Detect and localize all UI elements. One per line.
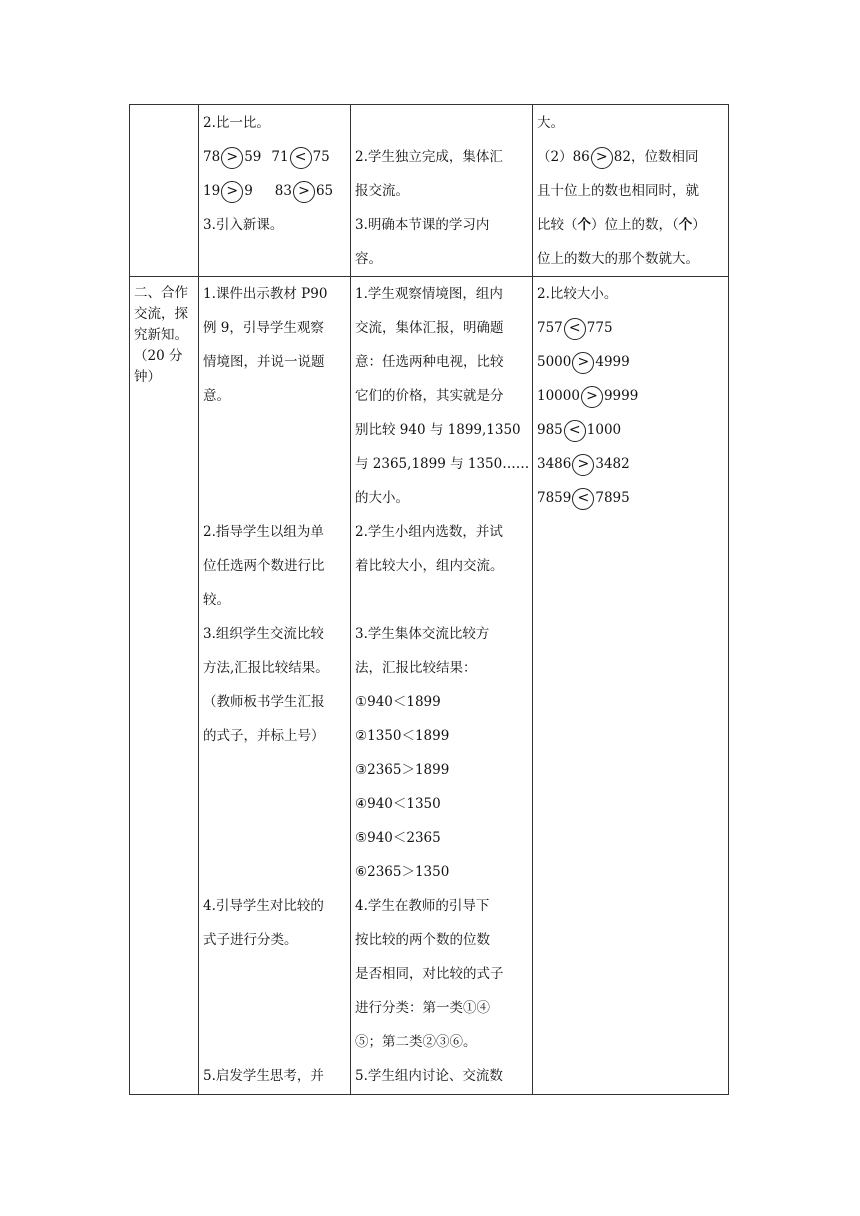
text-line: 4.引导学生对比较的 [203, 898, 324, 914]
text-line: 法，汇报比较结果： [355, 660, 477, 676]
text-line: 与 2365,1899 与 1350…… [355, 456, 530, 472]
text-line: 容。 [355, 251, 382, 267]
text: 82，位数相同 [613, 149, 699, 165]
text-line: 大。 [537, 115, 564, 131]
text-line: 2.学生独立完成，集体汇 [355, 149, 503, 165]
comparison-line [203, 174, 346, 208]
number: 7859 [537, 490, 572, 506]
text-line: 进行分类：第一类①④ [355, 1000, 490, 1016]
text-line: 2.比一比。 [203, 115, 270, 131]
number: 9 [244, 183, 253, 199]
number: 75 [312, 149, 330, 165]
comparison-circle: < [564, 420, 586, 442]
comparison-line [537, 140, 724, 174]
comparison-circle: > [591, 147, 613, 169]
text-line: 3.学生集体交流比较方 [355, 626, 490, 642]
step-1 [203, 277, 346, 413]
text-line: 意：任选两种电视，比较 [355, 354, 504, 370]
text-line: 3.引入新课。 [203, 217, 284, 233]
number: 985 [537, 422, 563, 438]
text-line: ⑤940＜2365 [355, 830, 441, 846]
number: 3482 [595, 456, 630, 472]
comparison-circle: > [572, 352, 594, 374]
comparison-circle: > [221, 147, 243, 169]
number: 9999 [603, 388, 639, 404]
text-line: 交流，集体汇报，明确题 [355, 320, 504, 336]
text-line: 2.指导学生以组为单 [203, 524, 324, 540]
text-line: 的式子，并标上号） [203, 728, 325, 744]
text-line: 意。 [203, 388, 230, 404]
text-line: 位上的数大的那个数就大。 [537, 251, 699, 267]
text-line: 例 9，引导学生观察 [203, 320, 324, 336]
text-line: 交流，探 [134, 306, 188, 322]
step-3 [355, 617, 528, 889]
text-line: ⑤；第二类②③⑥。 [355, 1034, 477, 1050]
teacher-activity-cell [199, 277, 351, 1095]
step-2 [355, 515, 528, 583]
number: 3486 [537, 456, 572, 472]
text-line: 着比较大小，组内交流。 [355, 558, 504, 574]
comparison-line [537, 481, 724, 515]
text-line: （教师板书学生汇报 [203, 694, 325, 710]
text-line: 按比较的两个数的位数 [355, 932, 490, 948]
number: 757 [537, 320, 563, 336]
comparison-circle: > [293, 181, 315, 203]
text-line: 5.启发学生思考，并 [203, 1068, 324, 1084]
number: 83 [274, 183, 292, 199]
text-line: 3.组织学生交流比较 [203, 626, 324, 642]
text-line: ①940＜1899 [355, 694, 441, 710]
text-line: 1.学生观察情境图，组内 [355, 286, 503, 302]
comparison-circle: < [572, 488, 594, 510]
text-line: 4.学生在教师的引导下 [355, 898, 490, 914]
step-3 [203, 617, 346, 753]
number: 19 [203, 183, 221, 199]
text-line: 情境图，并说一说题 [203, 354, 325, 370]
comparison-line [537, 379, 724, 413]
text-line: 是否相同，对比较的式子 [355, 966, 504, 982]
teacher-activity-cell [199, 105, 351, 277]
text-line: 报交流。 [355, 183, 409, 199]
table-row [130, 277, 729, 1095]
text-line: ④940＜1350 [355, 796, 441, 812]
step-5 [203, 1059, 346, 1093]
text-line: 5.学生组内讨论、交流数 [355, 1068, 503, 1084]
section-title: 2.比较大小。 [537, 286, 618, 302]
comparison-line [537, 413, 724, 447]
lesson-plan-table [129, 104, 729, 1095]
answer: 个 [577, 217, 591, 233]
stage-cell [130, 277, 199, 1095]
text-line: 较。 [203, 592, 230, 608]
text-line [537, 208, 724, 242]
number: 10000 [537, 388, 580, 404]
text-line: 位任选两个数进行比 [203, 558, 325, 574]
text-line: 二、合作 [134, 285, 188, 301]
comparison-circle: < [564, 318, 586, 340]
text-line: 钟） [134, 369, 161, 385]
text-line: 3.明确本节课的学习内 [355, 217, 490, 233]
text-line: 的大小。 [355, 490, 409, 506]
text-line: 2.学生小组内选数，并试 [355, 524, 503, 540]
table-row [130, 105, 729, 277]
number: 4999 [595, 354, 630, 370]
step-4 [355, 889, 528, 1059]
student-activity-cell [351, 277, 533, 1095]
text-line: ②1350＜1899 [355, 728, 450, 744]
step-4 [203, 889, 346, 957]
text-line: ⑥2365＞1350 [355, 864, 450, 880]
step-1 [355, 277, 528, 515]
step-5 [355, 1059, 528, 1093]
comparison-line [537, 345, 724, 379]
text-line: 方法,汇报比较结果。 [203, 660, 329, 676]
text-line: 别比较 940 与 1899,1350 [355, 422, 521, 438]
design-intent-cell [533, 277, 729, 1095]
number: 78 [203, 149, 221, 165]
text-line: 且十位上的数也相同时，就 [537, 183, 699, 199]
comparison-circle: > [572, 454, 594, 476]
student-activity-cell [351, 105, 533, 277]
number: 5000 [537, 354, 572, 370]
number: 775 [586, 320, 613, 336]
design-intent-cell [533, 105, 729, 277]
comparison-circle: > [221, 181, 243, 203]
step-2 [203, 515, 346, 617]
text: （2）86 [537, 149, 590, 165]
comparison-circle: > [581, 386, 603, 408]
number: 59 [244, 149, 262, 165]
text-line: 1.课件出示教材 P90 [203, 286, 328, 302]
comparison-circle: < [290, 147, 312, 169]
answer: 个 [678, 217, 693, 233]
text: 比较（ [537, 217, 578, 233]
text: ）位上的数，（ [591, 217, 679, 233]
stage-cell [130, 105, 199, 277]
text-line: （20 分 [134, 348, 183, 364]
comparison-line [203, 140, 346, 174]
comparison-line [537, 311, 724, 345]
text: ） [692, 217, 706, 233]
number: 7895 [595, 490, 630, 506]
number: 71 [271, 149, 289, 165]
number: 1000 [586, 422, 622, 438]
number: 65 [315, 183, 334, 199]
comparison-line [537, 447, 724, 481]
text-line: 它们的价格，其实就是分 [355, 388, 504, 404]
text-line: 究新知。 [134, 327, 188, 343]
text-line: 式子进行分类。 [203, 932, 298, 948]
text-line: ③2365＞1899 [355, 762, 450, 778]
